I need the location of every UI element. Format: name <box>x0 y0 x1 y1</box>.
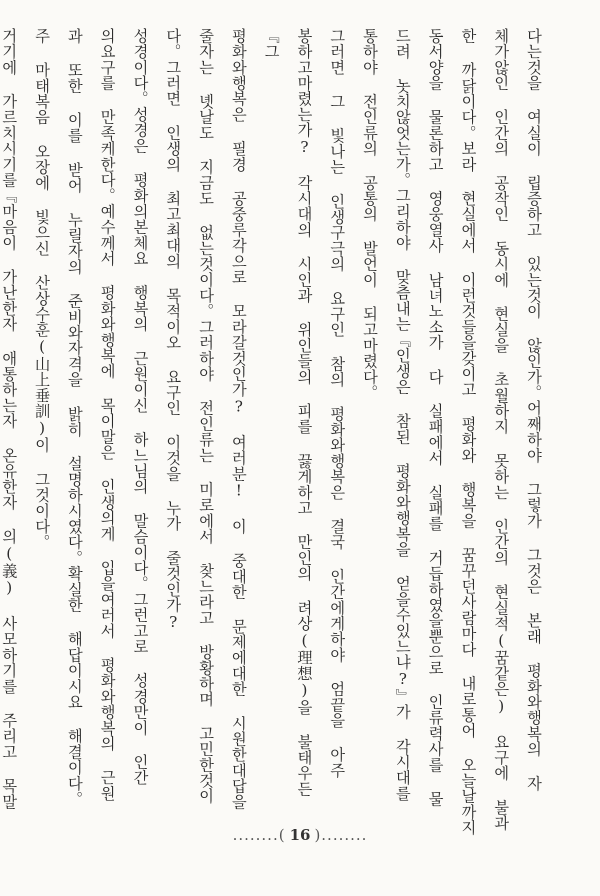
text-column: 다는것을 여실이 립증하고 있는것이 않인가。어째하야 그렇가 그것은 본래 평화와행복의 자 <box>525 28 543 792</box>
text-column: 그러면 그 빛나는 인생구극의 요구인 참의 평화와행복은 결국 인간에게하야 엄끝을 아주 <box>328 28 347 779</box>
text-column: 다。그러면 인생의 최고최대의 목적이오 요구인 이것을 누가 줄것인가? <box>164 28 183 632</box>
text-column: 과 또한 이를 받어 누릴자의 준비와자격을 밝히 설명하시였다。확실한 해답이시요 해결이다。 <box>65 28 84 807</box>
page-number: 16 <box>289 826 311 844</box>
text-column: 봉하고마렸는가? 각시대의 시인과 위인들의 피를 끓게하고 만인의 려상(理想)을 불태우든 『그 <box>262 28 314 797</box>
text-column: 통하야 전인류의 공통의 발언이 되고마렸다。 <box>361 28 380 401</box>
text-column: 동서양을 물론하고 영웅열사 남녀노소가 다 실패에서 실패를 거듭하였을뿐으로 인류력사를 물 <box>426 28 445 807</box>
page-footer <box>0 826 600 844</box>
text-column: 드려 놋치않엇는가。그리하야 맞츰내는『인생은 참된 평화와행복을 얻을수있느냐?』가 각시대를 <box>393 28 412 802</box>
footer-dots-left: ........( <box>232 826 286 844</box>
text-column: 줄자는 녯날도 지금도 없는것이다。그러하야 전인류는 미로에서 찾느라고 방황하며 고민한것이 <box>197 28 216 804</box>
text-column: 한 까닭이다。보라 현실에서 이런것들을갖이고 평화와 행복을 꿈꾸던사람마다 내로통어 오늘날까지 <box>459 28 478 836</box>
text-column: 체가않인 인간의 공작인 동시에 현실을 초월하지 못하는 인간의 현실적(꿈같은) 요구에 불과 <box>492 28 511 831</box>
text-column: 의요구를 만족케한다。예수께서 평화와행복에 목이말은 인생의게 입을여러서 평화와행복의 근원 <box>98 28 117 802</box>
footer-dots-right: )........ <box>314 826 368 844</box>
text-column: 거기에 가르치시기를『마음이 가난한자 애통하는자 온유한자 의(義) 사모하기를 주리고 목말 <box>0 28 19 810</box>
text-column: 주 마태복음 오장에 빛으신 산상수훈(山上垂訓)이 그것이다。 <box>33 28 52 550</box>
text-column: 평화와행복은 필경 공중루각으로 모라갈것인가? 여러분! 이 중대한 문제에대한 시원한대답을 <box>229 28 248 810</box>
body-text <box>0 28 550 838</box>
text-column: 성경이다。성경은 평화의본체요 행복의 근원이신 하느님의 말슴이다。그런고로 성경만이 인간 <box>131 28 150 786</box>
